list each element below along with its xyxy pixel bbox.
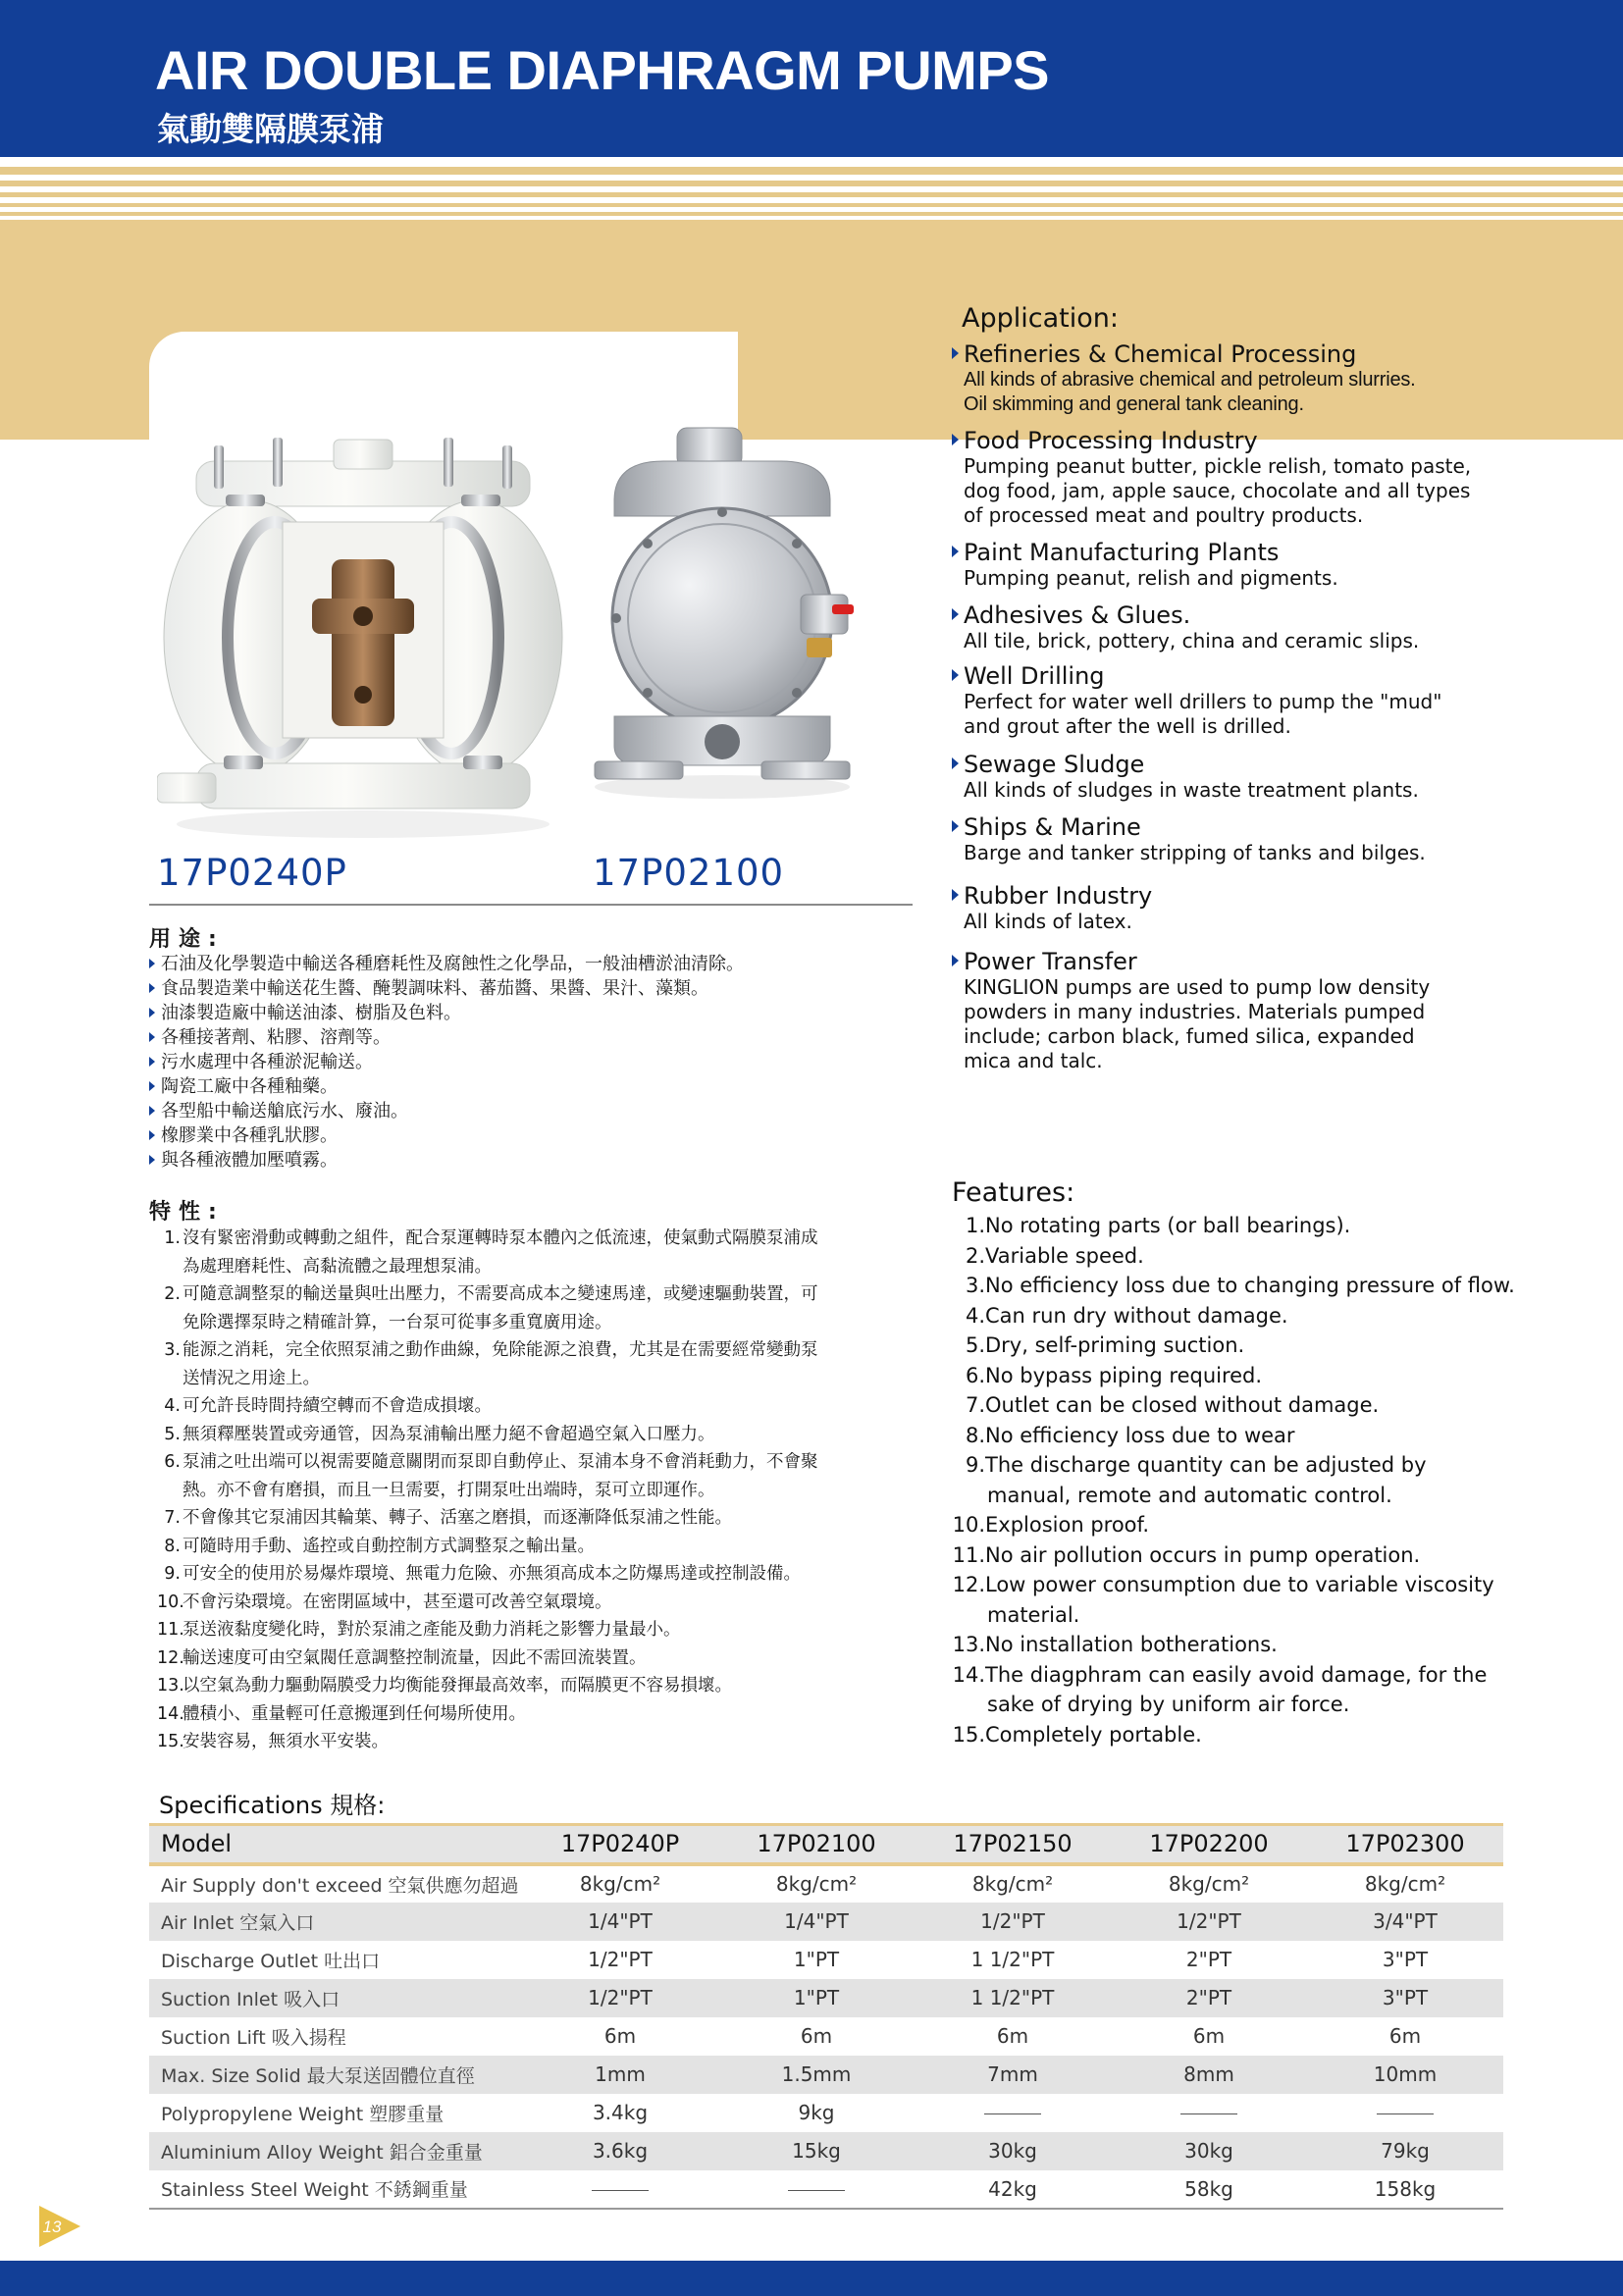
column-header: 17P02100 bbox=[718, 1825, 915, 1864]
list-item: 4. Can run dry without damage. bbox=[965, 1303, 1288, 1328]
page-footer bbox=[0, 2261, 1623, 2296]
page-title: AIR DOUBLE DIAPHRAGM PUMPS bbox=[155, 39, 1050, 101]
table-cell: 58kg bbox=[1184, 2176, 1233, 2201]
list-item: 4. 可允許長時間持續空轉而不會造成損壞。 bbox=[164, 1396, 492, 1416]
column-header: 17P02300 bbox=[1307, 1825, 1503, 1864]
table-row bbox=[149, 2017, 1503, 2056]
table-cell: 158kg bbox=[1374, 2176, 1437, 2201]
table-header-row bbox=[149, 1825, 1503, 1864]
table-cell: 9kg bbox=[798, 2101, 835, 2124]
list-item: 13. No installation botherations. bbox=[952, 1633, 1278, 1656]
table-cell: 1/4"PT bbox=[718, 1903, 915, 1941]
features-list bbox=[952, 1211, 1580, 1749]
cn-uses-list bbox=[149, 952, 744, 1173]
table-cell: 8kg/cm² bbox=[1168, 1872, 1250, 1896]
application-item: Ships & Marine Barge and tanker stripping of tanks and bilges. bbox=[952, 813, 1560, 865]
application-item: Refineries & Chemical Processing All kinds of abrasive chemical and petroleum slurries. Oil skimming and general tank cleaning. bbox=[952, 340, 1560, 417]
application-item: Power Transfer KINGLION pumps are used to pump low density powders in many industries. Materials pumped include; carbon black, fumed silica, expanded mica and talc. bbox=[952, 948, 1560, 1073]
cn-features-title: 特性: bbox=[149, 1200, 225, 1225]
application-heading: Refineries & Chemical Processing bbox=[952, 340, 1560, 368]
list-item: 10. 不會污染環境。在密閉區域中，甚至還可改善空氣環境。 bbox=[157, 1592, 612, 1612]
table-cell: 1/2"PT bbox=[1111, 1903, 1307, 1941]
list-item: 14. 體積小、重量輕可任意搬運到任何場所使用。 bbox=[157, 1703, 526, 1724]
table-row bbox=[149, 2132, 1503, 2170]
list-item: 污水處理中各種淤泥輸送。 bbox=[149, 1050, 744, 1074]
table-cell: 1"PT bbox=[793, 1948, 840, 1971]
table-cell: 8mm bbox=[1111, 2056, 1307, 2094]
table-cell: 1 1/2"PT bbox=[970, 1948, 1055, 1971]
table-cell: 30kg bbox=[1111, 2132, 1307, 2170]
empty-dash bbox=[1180, 2113, 1237, 2114]
empty-dash bbox=[592, 2190, 649, 2191]
table-row bbox=[149, 2056, 1503, 2094]
list-item: 食品製造業中輸送花生醬、醃製調味料、蕃茄醬、果醬、果汁、藻類。 bbox=[149, 976, 744, 1001]
application-title: Application: bbox=[962, 303, 1119, 334]
empty-dash bbox=[984, 2113, 1041, 2114]
list-item: 9. The discharge quantity can be adjusted by manual, remote and automatic control. bbox=[965, 1453, 1427, 1507]
column-header: 17P02150 bbox=[915, 1825, 1111, 1864]
product-model-label: 17P02100 bbox=[593, 852, 785, 894]
row-label: Suction Inlet 吸入口 bbox=[149, 1979, 522, 2017]
column-header: 17P0240P bbox=[522, 1825, 718, 1864]
list-item: 陶瓷工廠中各種釉藥。 bbox=[149, 1074, 744, 1099]
table-row bbox=[149, 1903, 1503, 1941]
list-item: 8. 可隨時用手動、遙控或自動控制方式調整泵之輸出量。 bbox=[164, 1536, 595, 1556]
application-heading: Sewage Sludge bbox=[952, 751, 1560, 778]
application-item: Rubber Industry All kinds of latex. bbox=[952, 882, 1560, 934]
row-label: Discharge Outlet 吐出口 bbox=[161, 1950, 381, 1972]
divider bbox=[149, 904, 913, 906]
row-label: Air Supply don't exceed 空氣供應勿超過 bbox=[161, 1874, 519, 1897]
table-cell bbox=[718, 2170, 915, 2209]
list-item: 7. Outlet can be closed without damage. bbox=[965, 1393, 1380, 1417]
list-item: 15. 安裝容易，無須水平安裝。 bbox=[157, 1732, 389, 1751]
row-label: Suction Lift 吸入揚程 bbox=[161, 2026, 346, 2049]
application-item: Adhesives & Glues. All tile, brick, pottery, china and ceramic slips. bbox=[952, 601, 1560, 653]
list-item: 8. No efficiency loss due to wear bbox=[965, 1423, 1295, 1447]
table-cell: 3.6kg bbox=[522, 2132, 718, 2170]
application-heading: Food Processing Industry bbox=[952, 427, 1560, 454]
application-heading: Paint Manufacturing Plants bbox=[952, 539, 1560, 566]
column-header: 17P02200 bbox=[1111, 1825, 1307, 1864]
list-item: 6. No bypass piping required. bbox=[965, 1363, 1263, 1387]
list-item: 各種接著劑、粘膠、溶劑等。 bbox=[149, 1025, 744, 1050]
table-cell: 6m bbox=[603, 2024, 637, 2048]
table-row bbox=[149, 1941, 1503, 1979]
white-plastic-pump-image bbox=[157, 432, 569, 844]
table-cell: 1/2"PT bbox=[588, 1948, 653, 1971]
list-item: 3. No efficiency loss due to changing pressure of flow. bbox=[965, 1274, 1515, 1297]
row-label: Max. Size Solid 最大泵送固體位直徑 bbox=[149, 2056, 522, 2094]
table-cell: 7mm bbox=[915, 2056, 1111, 2094]
table-cell bbox=[1111, 2094, 1307, 2132]
list-item: 12. Low power consumption due to variable viscosity material. bbox=[952, 1573, 1494, 1627]
table-cell: 8kg/cm² bbox=[971, 1872, 1054, 1896]
row-label: Polypropylene Weight 塑膠重量 bbox=[161, 2103, 445, 2125]
table-cell: 2"PT bbox=[1111, 1979, 1307, 2017]
application-item: Sewage Sludge All kinds of sludges in waste treatment plants. bbox=[952, 751, 1560, 803]
application-heading: Rubber Industry bbox=[952, 882, 1560, 910]
list-item: 5. 無須釋壓裝置或旁通管，因為泵浦輸出壓力絕不會超過空氣入口壓力。 bbox=[164, 1424, 715, 1444]
table-cell: 6m bbox=[996, 2024, 1029, 2048]
table-cell: 1 1/2"PT bbox=[915, 1979, 1111, 2017]
application-heading: Adhesives & Glues. bbox=[952, 601, 1560, 629]
table-cell: 1/2"PT bbox=[915, 1903, 1111, 1941]
list-item: 2. Variable speed. bbox=[965, 1243, 1144, 1268]
table-cell: 1"PT bbox=[718, 1979, 915, 2017]
row-label: Aluminium Alloy Weight 鋁合金重量 bbox=[149, 2132, 522, 2170]
application-item: Paint Manufacturing Plants Pumping peanut, relish and pigments. bbox=[952, 539, 1560, 591]
page-number-badge bbox=[35, 2202, 84, 2251]
empty-dash bbox=[1377, 2113, 1434, 2114]
list-item: 13. 以空氣為動力驅動隔膜受力均衡能發揮最高效率，而隔膜更不容易損壞。 bbox=[157, 1676, 732, 1696]
table-cell: 3.4kg bbox=[592, 2101, 649, 2124]
table-cell: 8kg/cm² bbox=[775, 1872, 858, 1896]
list-item: 6. 泵浦之吐出端可以視需要隨意關閉而泵即自動停止、泵浦本身不會消耗動力，不會聚 熱。亦不會有磨損，而且一旦需要，打開泵吐出端時，泵可立即運作。 bbox=[164, 1452, 818, 1500]
table-cell: 1.5mm bbox=[718, 2056, 915, 2094]
product-model-label: 17P0240P bbox=[157, 852, 347, 894]
list-item: 11. 泵送液黏度變化時，對於泵浦之產能及動力消耗之影響力量最小。 bbox=[157, 1620, 681, 1640]
table-cell: 2"PT bbox=[1185, 1948, 1232, 1971]
features-title: Features: bbox=[952, 1177, 1075, 1208]
application-heading: Well Drilling bbox=[952, 662, 1560, 690]
table-cell: 3"PT bbox=[1382, 1948, 1429, 1971]
table-row bbox=[149, 1864, 1503, 1903]
table-cell: 3"PT bbox=[1307, 1979, 1503, 2017]
cn-uses-title: 用途: bbox=[149, 927, 225, 952]
table-cell: 10mm bbox=[1307, 2056, 1503, 2094]
table-cell: 42kg bbox=[988, 2176, 1037, 2201]
list-item: 各型船中輸送艙底污水、廢油。 bbox=[149, 1099, 744, 1123]
row-label: Stainless Steel Weight 不銹鋼重量 bbox=[161, 2179, 468, 2201]
column-header: Model bbox=[149, 1825, 522, 1864]
list-item: 9. 可安全的使用於易爆炸環境、無電力危險、亦無須高成本之防爆馬達或控制設備。 bbox=[164, 1564, 801, 1584]
application-heading: Power Transfer bbox=[952, 948, 1560, 975]
list-item: 與各種液體加壓噴霧。 bbox=[149, 1148, 744, 1173]
application-heading: Ships & Marine bbox=[952, 813, 1560, 841]
page-number: 13 bbox=[42, 2218, 62, 2236]
empty-dash bbox=[788, 2190, 845, 2191]
table-row bbox=[149, 2094, 1503, 2132]
table-cell: 6m bbox=[800, 2024, 833, 2048]
list-item: 14. The diagphram can easily avoid damage, for the sake of drying by uniform air force. bbox=[952, 1662, 1488, 1716]
specifications-title: Specifications 規格: bbox=[159, 1792, 386, 1819]
list-item: 15. Completely portable. bbox=[952, 1722, 1202, 1747]
decorative-stripes bbox=[0, 157, 1623, 216]
row-label: Air Inlet 空氣入口 bbox=[149, 1903, 522, 1941]
table-row bbox=[149, 2170, 1503, 2209]
aluminium-pump-image bbox=[575, 422, 869, 805]
list-item: 10. Explosion proof. bbox=[952, 1513, 1150, 1537]
table-cell bbox=[522, 2170, 718, 2209]
table-cell: 79kg bbox=[1307, 2132, 1503, 2170]
table-cell: 1/4"PT bbox=[522, 1903, 718, 1941]
list-item: 石油及化學製造中輸送各種磨耗性及腐蝕性之化學品，一般油槽淤油清除。 bbox=[149, 952, 744, 976]
page-header bbox=[0, 0, 1623, 157]
page-subtitle: 氣動雙隔膜泵浦 bbox=[157, 110, 384, 148]
list-item: 11. No air pollution occurs in pump operation. bbox=[952, 1542, 1421, 1567]
table-cell bbox=[1307, 2094, 1503, 2132]
specifications-table bbox=[149, 1823, 1503, 2210]
list-item: 油漆製造廠中輸送油漆、樹脂及色料。 bbox=[149, 1001, 744, 1025]
list-item: 5. Dry, self-priming suction. bbox=[965, 1333, 1245, 1357]
application-item: Food Processing Industry Pumping peanut butter, pickle relish, tomato paste, dog food, jam, apple sauce, chocolate and all types of processed meat and poultry products. bbox=[952, 427, 1560, 528]
table-cell: 6m bbox=[1388, 2024, 1422, 2048]
table-cell: 6m bbox=[1192, 2024, 1226, 2048]
list-item: 2. 可隨意調整泵的輸送量與吐出壓力，不需要高成本之變速馬達，或變速驅動裝置，可 免除選擇泵時之精確計算，一台泵可從事多重寬廣用途。 bbox=[164, 1284, 818, 1332]
table-cell: 15kg bbox=[718, 2132, 915, 2170]
table-cell: 8kg/cm² bbox=[579, 1872, 661, 1896]
table-cell: 3/4"PT bbox=[1307, 1903, 1503, 1941]
cn-features-list bbox=[157, 1225, 922, 1756]
list-item: 7. 不會像其它泵浦因其輪葉、轉子、活塞之磨損，而逐漸降低泵浦之性能。 bbox=[164, 1508, 732, 1528]
list-item: 1. No rotating parts (or ball bearings). bbox=[965, 1214, 1351, 1237]
table-cell: 30kg bbox=[915, 2132, 1111, 2170]
list-item: 橡膠業中各種乳狀膠。 bbox=[149, 1123, 744, 1148]
table-cell: 1/2"PT bbox=[522, 1979, 718, 2017]
table-cell bbox=[915, 2094, 1111, 2132]
table-row bbox=[149, 1979, 1503, 2017]
list-item: 12. 輸送速度可由空氣閥任意調整控制流量，因此不需回流裝置。 bbox=[157, 1647, 647, 1668]
table-cell: 1mm bbox=[522, 2056, 718, 2094]
table-cell: 8kg/cm² bbox=[1364, 1872, 1446, 1896]
list-item: 3. 能源之消耗，完全依照泵浦之動作曲線，免除能源之浪費，尤其是在需要經常變動泵 送情況之用途上。 bbox=[164, 1340, 818, 1388]
application-item: Well Drilling Perfect for water well drillers to pump the "mud" and grout after the well is drilled. bbox=[952, 662, 1560, 739]
list-item: 1. 沒有緊密滑動或轉動之組件，配合泵運轉時泵本體內之低流速，使氣動式隔膜泵浦成 為處理磨耗性、高黏流體之最理想泵浦。 bbox=[164, 1228, 818, 1277]
